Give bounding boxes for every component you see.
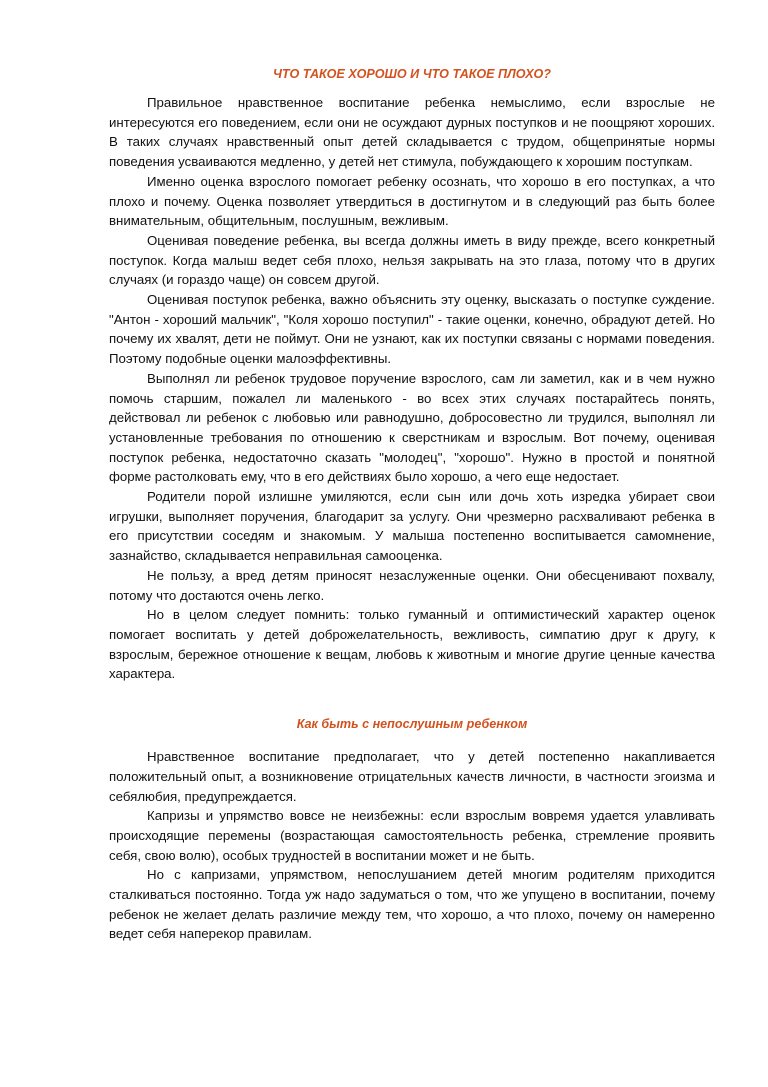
section-title-good-bad: ЧТО ТАКОЕ ХОРОШО И ЧТО ТАКОЕ ПЛОХО? [273, 67, 551, 81]
paragraph-2-2: Капризы и упрямство вовсе не неизбежны: если взрослым вовремя удается улавливать происходящие перемены (возрастающая самостоятельность ребенка, стремление проявить себя, свою волю), особых трудностей в воспитании может и не быть. [109, 808, 715, 863]
paragraph-1-4: Оценивая поступок ребенка, важно объяснить эту оценку, высказать о поступке суждение. "Антон - хороший мальчик", "Коля хорошо поступил" - такие оценки, конечно, обрадуют детей. Но почему их хвалят, дети не поймут. Они не узнают, как их поступки связаны с нормами поведения. Поэтому подобные оценки малоэффективны. [109, 292, 715, 367]
paragraph-1-5: Выполнял ли ребенок трудовое поручение взрослого, сам ли заметил, как и в чем нужно помочь старшим, пожалел ли маленького - во всех этих случаях постарайтесь понять, действовал ли ребенок с любовью или равнодушно, добросовестно ли трудился, выполнял ли установленные требования по отношению к сверстникам и взрослым. Вот почему, оценивая поступок ребенка, недостаточно сказать "молодец", "хорошо". Нужно в простой и понятной форме растолковать ему, что в его действиях было хорошо, а чего еще недостает. [109, 370, 715, 485]
document-page [109, 64, 715, 944]
section-title-disobedient-child: Как быть с непослушным ребенком [296, 717, 528, 732]
paragraph-2-3: Но с капризами, упрямством, непослушанием детей многим родителям приходится сталкиваться постоянно. Тогда уж надо задуматься о том, что же упущено в воспитании, почему ребенок не желает делать различие между тем, что хорошо, а что плохо, почему он намеренно ведет себя наперекор правилам. [109, 867, 715, 942]
paragraph-2-1: Нравственное воспитание предполагает, что у детей постепенно накапливается положительный опыт, а возникновение отрицательных качеств личности, в частности эгоизма и себялюбия, предупреждается. [109, 749, 715, 804]
paragraph-1-1: Правильное нравственное воспитание ребенка немыслимо, если взрослые не интересуются его поведением, если они не осуждают дурных поступков и не поощряют хороших. В таких случаях нравственный опыт детей складывается с трудом, общепринятые нормы поведения усваиваются медленно, у детей нет стимула, побуждающего к хорошим поступкам. [109, 95, 715, 170]
paragraph-1-6: Родители порой излишне умиляются, если сын или дочь хоть изредка убирает свои игрушки, выполняет поручения, благодарит за услугу. Они чрезмерно расхваливают ребенка в его присутствии соседям и знакомым. У малыша постепенно воспитывается самомнение, зазнайство, складывается неправильная самооценка. [109, 489, 715, 564]
paragraph-1-8: Но в целом следует помнить: только гуманный и оптимистический характер оценок помогает воспитать у детей доброжелательность, вежливость, симпатию друг к другу, к взрослым, бережное отношение к вещам, любовь к животным и многие другие ценные качества характера. [109, 607, 715, 682]
paragraph-1-3: Оценивая поведение ребенка, вы всегда должны иметь в виду прежде, всего конкретный поступок. Когда малыш ведет себя плохо, нельзя закрывать на это глаза, потому что в других случаях (и гораздо чаще) он совсем другой. [109, 232, 715, 288]
paragraph-1-7: Не пользу, а вред детям приносят незаслуженные оценки. Они обесценивают похвалу, потому что достаются очень легко. [109, 567, 715, 603]
paragraph-1-2: Именно оценка взрослого помогает ребенку осознать, что хорошо в его поступках, а что плохо и почему. Оценка позволяет утвердиться в достигнутом и в следующий раз быть более внимательным, общительным, послушным, вежливым. [109, 173, 715, 229]
